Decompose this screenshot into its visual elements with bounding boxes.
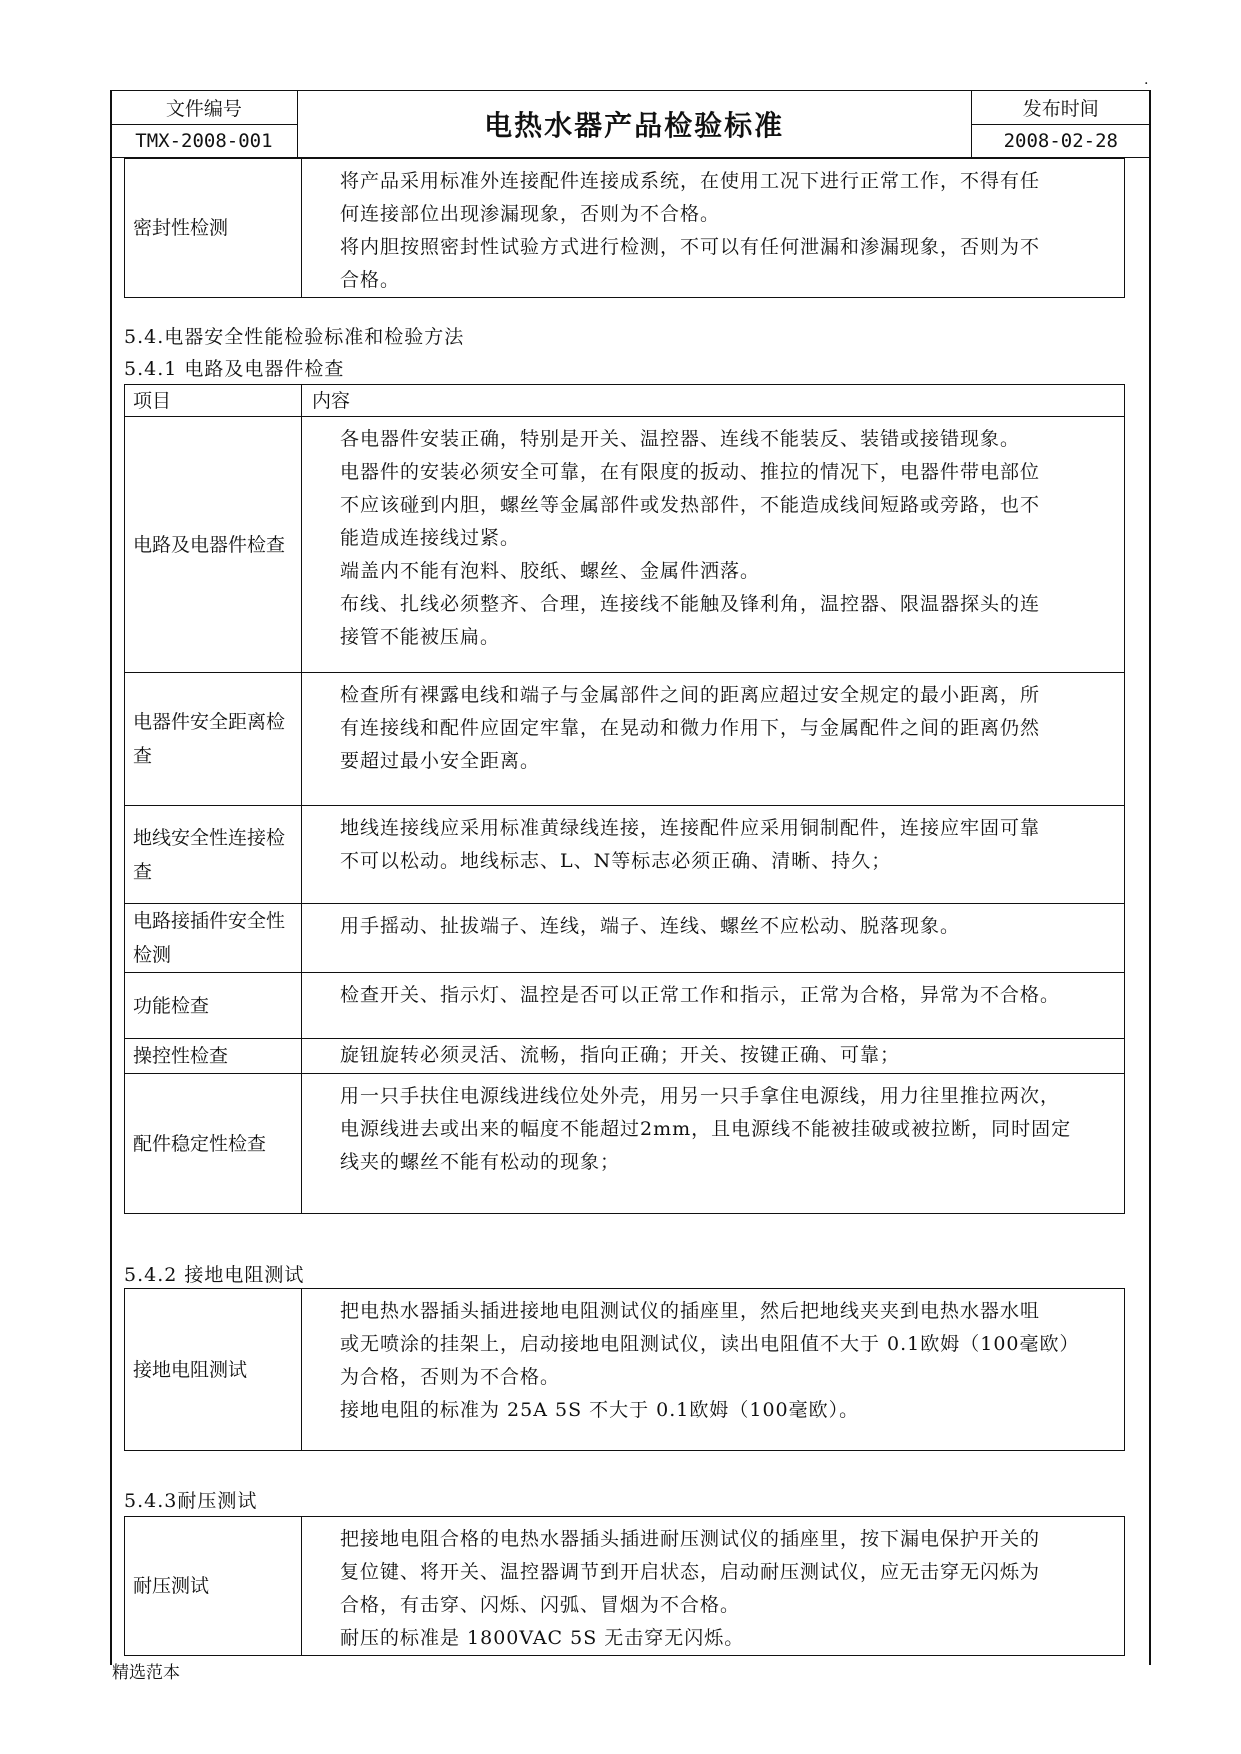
- doc-number-label: 文件编号: [111, 91, 298, 125]
- row-content: [302, 1039, 1125, 1074]
- section-heading-5-4-3: 5.4.3耐压测试: [124, 1490, 258, 1512]
- content-line: 合格，有击穿、闪烁、闪弧、冒烟为不合格。: [340, 1594, 741, 1616]
- column-header-content: 内容: [302, 385, 1125, 417]
- content-line: 将内胆按照密封性试验方式进行检测，不可以有任何泄漏和渗漏现象，否则为不: [340, 236, 1041, 258]
- row-content: [302, 1074, 1125, 1214]
- content-line: 接地电阻的标准为 25A 5S 不大于 0.1欧姆（100毫欧）。: [340, 1399, 860, 1421]
- seal-test-content: [302, 159, 1125, 298]
- row-label: 功能检查: [125, 973, 302, 1039]
- content-line: 合格。: [340, 269, 401, 291]
- withstand-test-label: 耐压测试: [125, 1517, 302, 1656]
- section-heading-5-4-2: 5.4.2 接地电阻测试: [124, 1264, 305, 1286]
- content-line: 或无喷涂的挂架上，启动接地电阻测试仪，读出电阻值不大于 0.1欧姆（100毫欧）: [340, 1333, 1080, 1355]
- row-label: 配件稳定性检查: [125, 1074, 302, 1214]
- corner-dot: .: [1144, 72, 1149, 88]
- content-line: 地线连接线应采用标准黄绿线连接，连接配件应采用铜制配件，连接应牢固可靠: [340, 817, 1041, 839]
- row-content: [302, 973, 1125, 1039]
- row-label: 电路接插件安全性检测: [125, 904, 302, 973]
- content-line: 电器件的安装必须安全可靠，在有限度的扳动、推拉的情况下，电器件带电部位: [340, 461, 1041, 483]
- row-content: [302, 806, 1125, 904]
- row-content: [302, 673, 1125, 806]
- content-line: 为合格，否则为不合格。: [340, 1366, 561, 1388]
- content-line: 把电热水器插头插进接地电阻测试仪的插座里，然后把地线夹夹到电热水器水咀: [340, 1300, 1041, 1322]
- content-line: 能造成连接线过紧。: [340, 527, 521, 549]
- withstand-test-content: [302, 1517, 1125, 1656]
- content-line: 各电器件安装正确，特别是开关、温控器、连线不能装反、装错或接错现象。: [340, 428, 1021, 450]
- content-line: 用手摇动、扯拔端子、连线，端子、连线、螺丝不应松动、脱落现象。: [340, 915, 961, 937]
- content-line: 耐压的标准是 1800VAC 5S 无击穿无闪烁。: [340, 1627, 745, 1649]
- content-line: 线夹的螺丝不能有松动的现象；: [340, 1151, 621, 1173]
- ground-test-label: 接地电阻测试: [125, 1289, 302, 1451]
- content-line: 有连接线和配件应固定牢靠，在晃动和微力作用下，与金属配件之间的距离仍然: [340, 717, 1041, 739]
- ground-resistance-table: [124, 1288, 1125, 1451]
- content-line: 何连接部位出现渗漏现象，否则为不合格。: [340, 203, 721, 225]
- column-header-item: 项目: [125, 385, 302, 417]
- content-line: 接管不能被压扁。: [340, 626, 501, 648]
- content-line: 端盖内不能有泡料、胶纸、螺丝、金属件洒落。: [340, 560, 761, 582]
- content-line: 检查开关、指示灯、温控是否可以正常工作和指示，正常为合格，异常为不合格。: [340, 984, 1061, 1006]
- circuit-inspection-table: [124, 384, 1125, 1214]
- content-line: 检查所有裸露电线和端子与金属部件之间的距离应超过安全规定的最小距离，所: [340, 684, 1041, 706]
- content-line: 把接地电阻合格的电热水器插头插进耐压测试仪的插座里，按下漏电保护开关的: [340, 1528, 1041, 1550]
- row-label: 电器件安全距离检查: [125, 673, 302, 806]
- ground-test-content: [302, 1289, 1125, 1451]
- row-label: 操控性检查: [125, 1039, 302, 1074]
- seal-test-table: [124, 158, 1125, 298]
- row-label: 电路及电器件检查: [125, 417, 302, 673]
- content-line: 要超过最小安全距离。: [340, 750, 541, 772]
- content-line: 电源线进去或出来的幅度不能超过2mm，且电源线不能被挂破或被拉断，同时固定: [340, 1118, 1072, 1140]
- page-frame-left-border: [110, 90, 112, 1665]
- publish-date: 2008-02-28: [971, 124, 1150, 158]
- seal-test-label: 密封性检测: [125, 159, 302, 298]
- document-title: 电热水器产品检验标准: [297, 91, 971, 158]
- content-line: 旋钮旋转必须灵活、流畅，指向正确；开关、按键正确、可靠；: [340, 1044, 901, 1066]
- footer-note: 精选范本: [112, 1663, 180, 1683]
- publish-date-label: 发布时间: [971, 91, 1150, 125]
- row-content: [302, 417, 1125, 673]
- row-content: [302, 904, 1125, 973]
- page-frame-right-border: [1149, 90, 1151, 1665]
- content-line: 不可以松动。地线标志、L、N等标志必须正确、清晰、持久；: [340, 850, 892, 872]
- content-line: 将产品采用标准外连接配件连接成系统，在使用工况下进行正常工作，不得有任: [340, 170, 1041, 192]
- withstand-voltage-table: [124, 1516, 1125, 1656]
- content-line: 布线、扎线必须整齐、合理，连接线不能触及锋利角，温控器、限温器探头的连: [340, 593, 1041, 615]
- section-heading-5-4: 5.4.电器安全性能检验标准和检验方法: [124, 326, 465, 348]
- content-line: 不应该碰到内胆，螺丝等金属部件或发热部件，不能造成线间短路或旁路，也不: [340, 494, 1041, 516]
- content-line: 复位键、将开关、温控器调节到开启状态，启动耐压测试仪，应无击穿无闪烁为: [340, 1561, 1041, 1583]
- content-line: 用一只手扶住电源线进线位处外壳，用另一只手拿住电源线，用力往里推拉两次，: [340, 1085, 1061, 1107]
- section-heading-5-4-1: 5.4.1 电路及电器件检查: [124, 358, 345, 380]
- document-header: [110, 90, 1151, 158]
- doc-number: TMX-2008-001: [111, 124, 298, 158]
- row-label: 地线安全性连接检查: [125, 806, 302, 904]
